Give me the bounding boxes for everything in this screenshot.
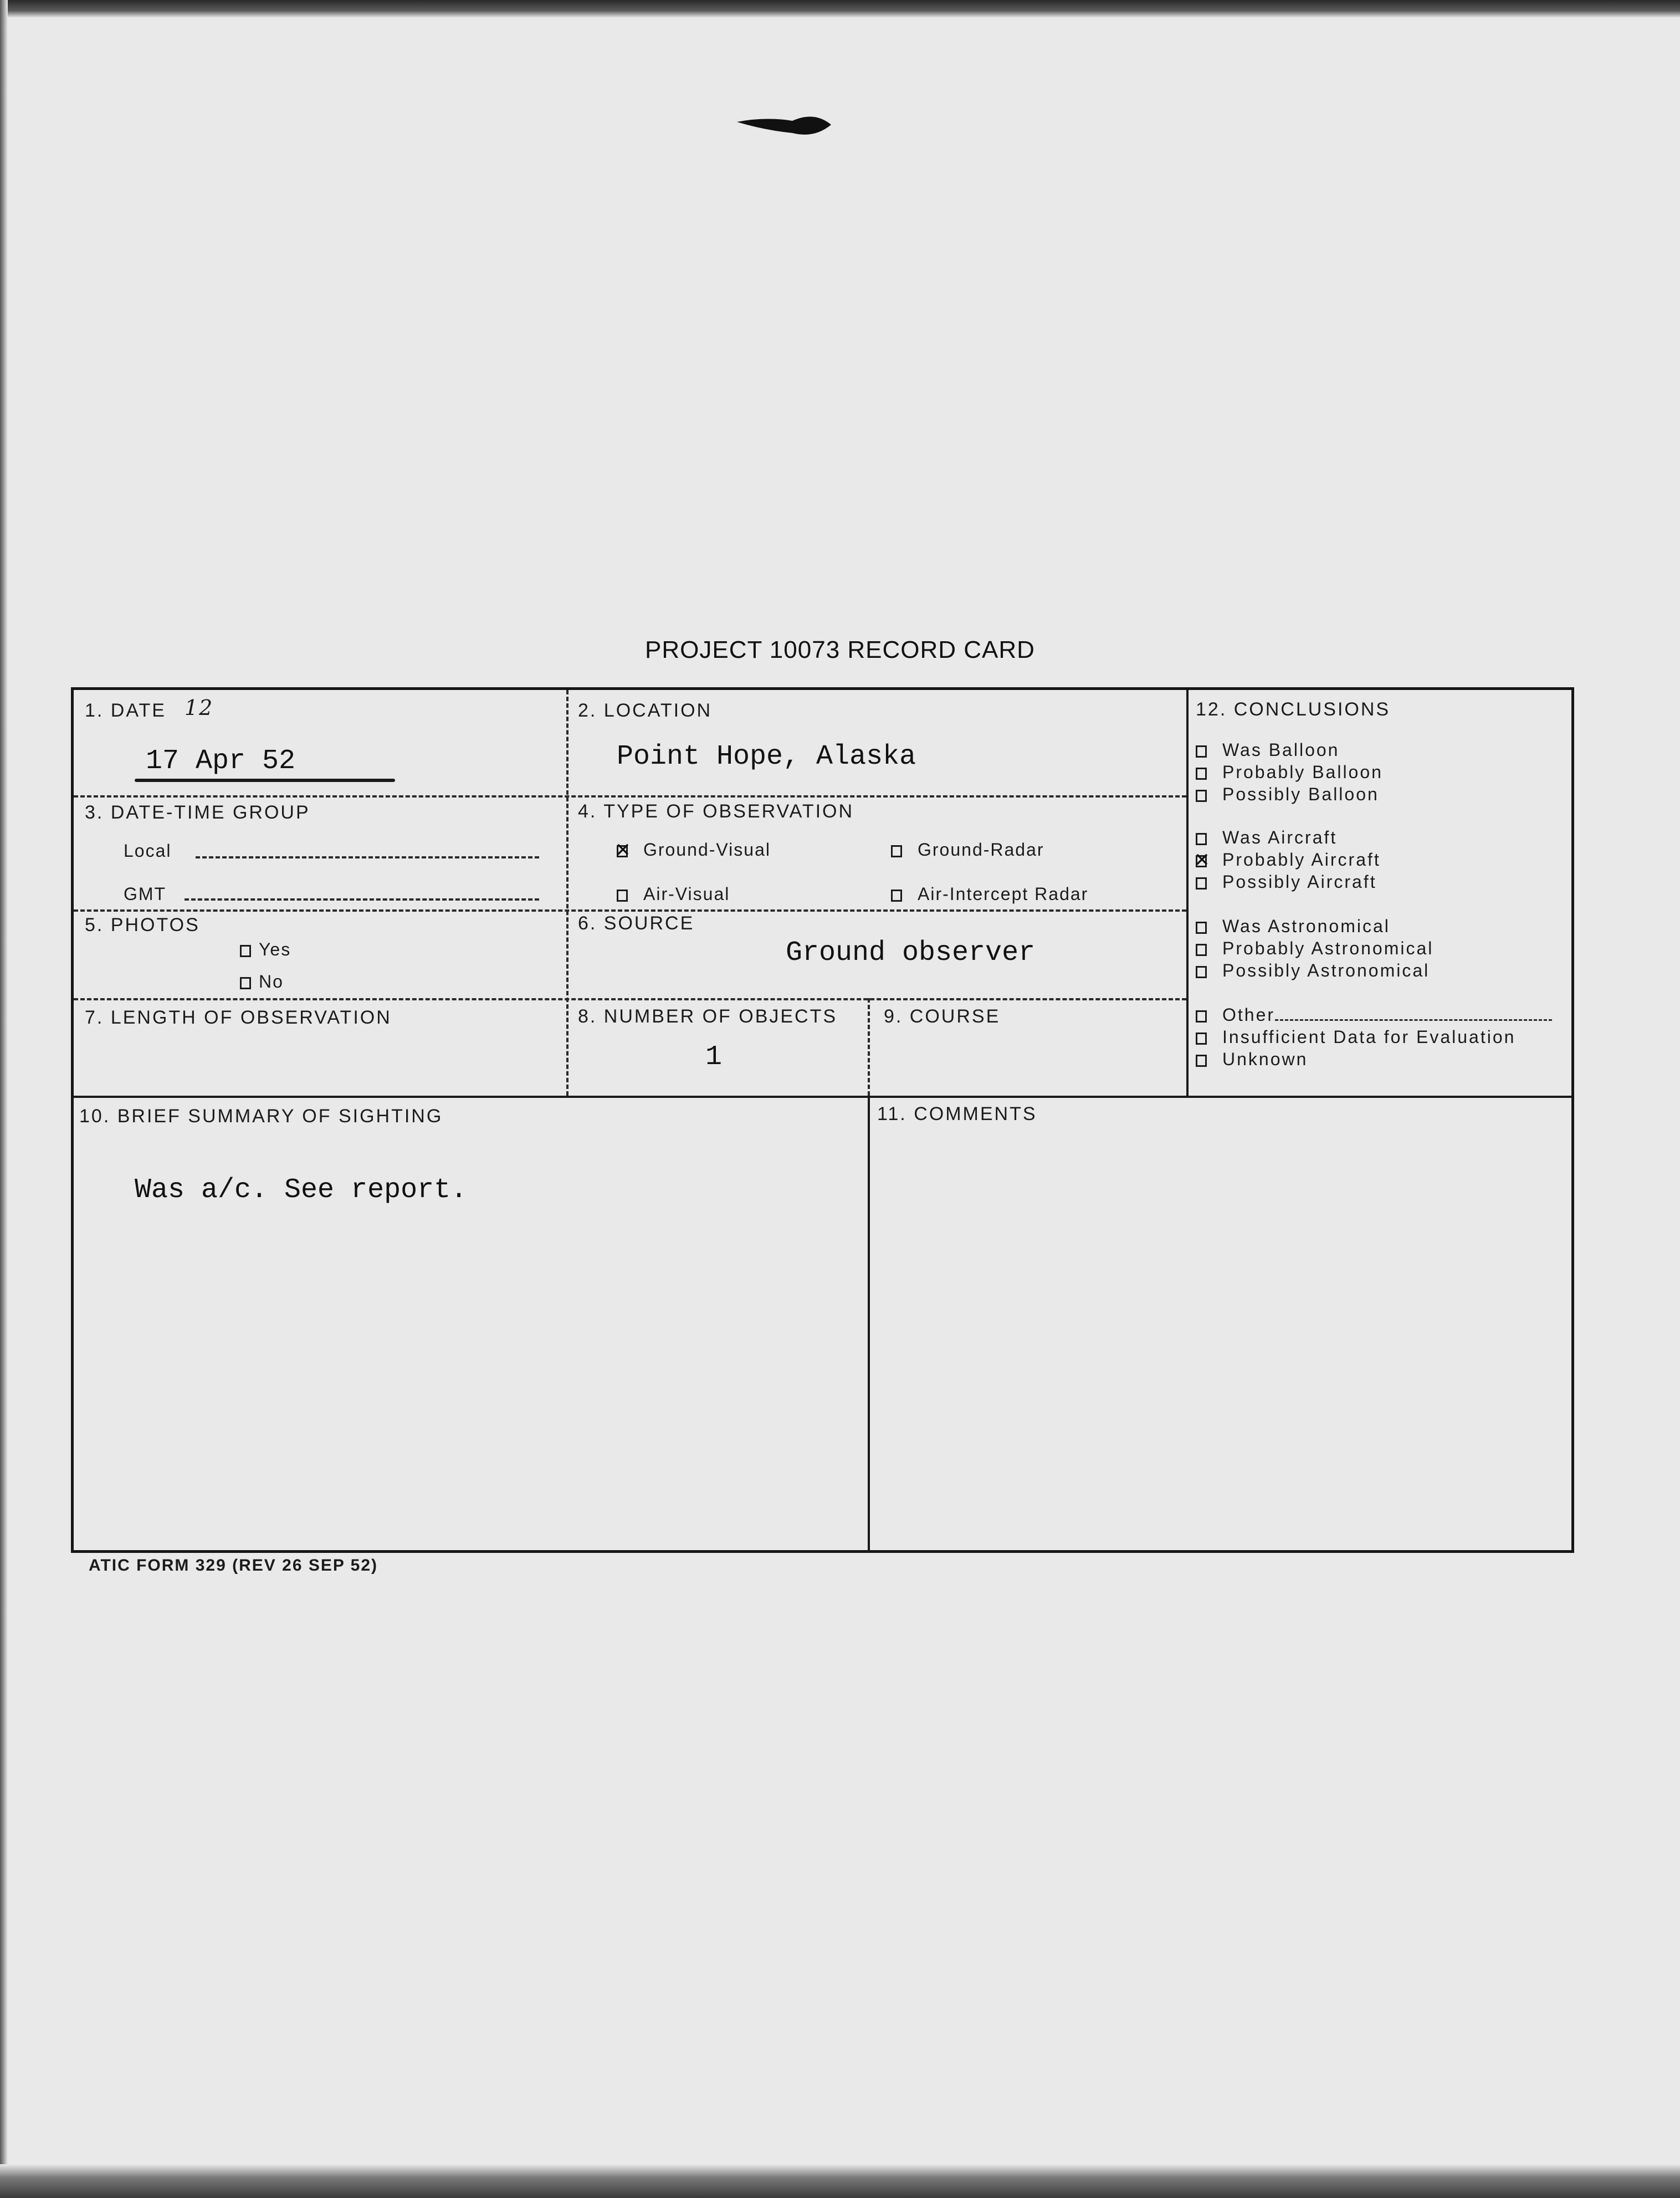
length-of-observation-label: 7. LENGTH OF OBSERVATION [85,1007,392,1028]
conclusion-possibly-balloon: Possibly Balloon [1196,784,1379,805]
conclusion-probably-astronomical: Probably Astronomical [1196,938,1433,959]
ground-visual-option: ✕Ground-Visual [617,840,771,860]
conclusion-checkbox [1196,745,1207,758]
conclusion-insufficient-data: Insufficient Data for Evaluation [1196,1027,1515,1047]
conclusion-unknown: Unknown [1196,1049,1308,1070]
conclusion-checkbox [1196,833,1207,845]
conclusion-possibly-aircraft: Possibly Aircraft [1196,872,1377,892]
row-divider-4 [74,1096,1571,1098]
conclusion-probably-balloon: Probably Balloon [1196,762,1383,783]
conclusion-checkbox [1196,922,1207,934]
air-visual-checkbox [617,890,628,902]
conclusion-other: Other [1196,1005,1552,1025]
ground-visual-checkbox [617,845,628,857]
record-card [71,687,1574,1553]
date-underline [135,779,395,782]
ink-blot [731,105,842,150]
conclusion-checkbox [1196,966,1207,978]
row-divider-2 [74,909,1186,912]
type-of-observation-label: 4. TYPE OF OBSERVATION [578,801,854,822]
divider-comments [868,1096,870,1553]
photos-yes-checkbox [240,945,251,957]
conclusion-checkbox [1196,1010,1207,1023]
gmt-field [185,898,539,901]
number-of-objects-value: 1 [705,1041,723,1073]
photos-yes-option: Yes [240,939,291,960]
date-handwritten-correction: 12 [185,696,214,720]
brief-summary-value: Was a/c. See report. [135,1174,468,1206]
scan-top-edge [0,0,1680,18]
ground-radar-option: Ground-Radar [891,840,1044,860]
divider-course [868,998,870,1096]
conclusion-checkbox [1196,877,1207,890]
conclusion-checkbox [1196,1055,1207,1067]
conclusions-label: 12. CONCLUSIONS [1196,699,1391,720]
row-divider-1 [74,795,1186,798]
source-label: 6. SOURCE [578,913,695,934]
conclusion-was-astronomical: Was Astronomical [1196,916,1390,937]
air-intercept-radar-checkbox [891,890,902,902]
divider-conclusions [1186,690,1189,1096]
brief-summary-label: 10. BRIEF SUMMARY OF SIGHTING [79,1106,443,1127]
other-blank-line [1275,1019,1552,1021]
location-value: Point Hope, Alaska [617,741,916,773]
conclusion-checkbox [1196,768,1207,780]
conclusion-was-balloon: Was Balloon [1196,740,1339,760]
divider-left-column [566,690,568,1096]
photos-label: 5. PHOTOS [85,914,200,936]
local-time-label: Local [124,841,172,861]
conclusion-was-aircraft: Was Aircraft [1196,827,1337,848]
date-time-group-label: 3. DATE-TIME GROUP [85,802,310,823]
location-label: 2. LOCATION [578,700,713,721]
conclusion-probably-aircraft: ✕Probably Aircraft [1196,850,1381,870]
scan-bottom-edge [0,2164,1680,2198]
scan-left-edge [0,0,8,2198]
page-title: PROJECT 10073 RECORD CARD [645,636,1035,663]
form-identifier: ATIC FORM 329 (REV 26 SEP 52) [89,1556,378,1575]
ground-radar-checkbox [891,845,902,857]
gmt-label: GMT [124,884,167,904]
source-value: Ground observer [786,937,1036,969]
date-value: 17 Apr 52 [146,745,296,777]
air-visual-option: Air-Visual [617,884,730,904]
comments-label: 11. COMMENTS [877,1103,1037,1124]
number-of-objects-label: 8. NUMBER OF OBJECTS [578,1006,838,1027]
date-label: 1. DATE [85,700,166,721]
photos-no-checkbox [240,977,251,989]
conclusion-checkbox [1196,1032,1207,1045]
conclusion-possibly-astronomical: Possibly Astronomical [1196,960,1430,981]
air-intercept-radar-option: Air-Intercept Radar [891,884,1088,904]
row-divider-3 [74,998,1186,1000]
local-time-field [196,856,539,858]
conclusion-checkbox-checked [1196,855,1207,867]
conclusion-checkbox [1196,944,1207,956]
course-label: 9. COURSE [884,1006,1001,1027]
conclusion-checkbox [1196,790,1207,802]
photos-no-option: No [240,972,284,992]
